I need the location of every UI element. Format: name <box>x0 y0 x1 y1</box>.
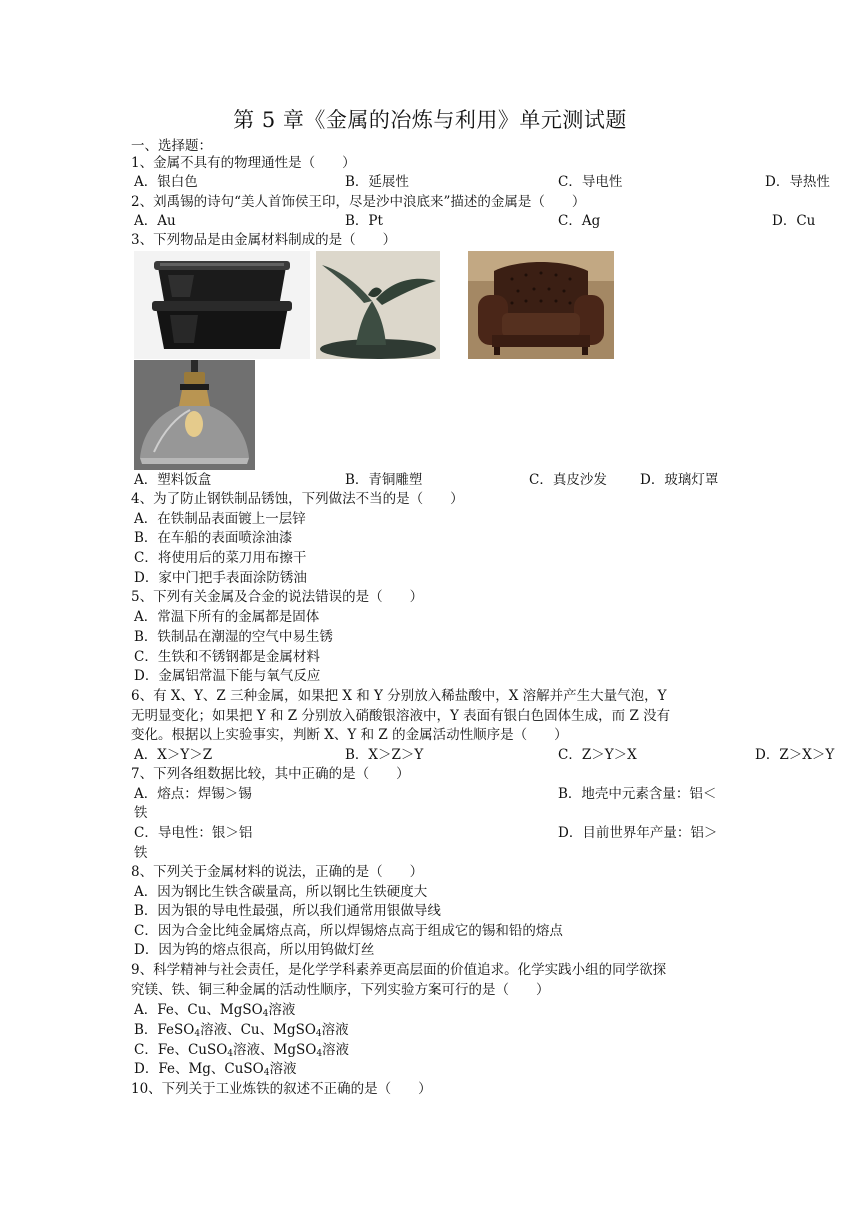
q3-option-b: B．青铜雕塑 <box>345 472 423 488</box>
question-8-stem: 8、下列关于金属材料的说法，正确的是（ ） <box>131 864 424 880</box>
q8-option-b: B．因为银的导电性最强，所以我们通常用银做导线 <box>134 903 441 919</box>
q9-option-b-part2: 溶液、Cu、MgSO <box>200 1022 316 1038</box>
q6-option-d: D．Z＞X＞Y <box>755 747 835 763</box>
q1-option-b: B．延展性 <box>345 174 409 190</box>
q5-option-d: D．金属铝常温下能与氧气反应 <box>134 668 321 684</box>
q4-option-d: D．家中门把手表面涂防锈油 <box>134 570 307 586</box>
subscript-4: 4 <box>227 1049 234 1059</box>
subscript-4: 4 <box>263 1068 270 1078</box>
subscript-4: 4 <box>316 1049 323 1059</box>
q3-option-c: C．真皮沙发 <box>529 472 607 488</box>
q5-option-a: A．常温下所有的金属都是固体 <box>134 609 320 625</box>
q9-option-d-part1: D．Fe、Mg、CuSO <box>134 1061 264 1077</box>
q9-option-c-part3: 溶液 <box>322 1042 350 1058</box>
q6-option-a: A．X＞Y＞Z <box>134 747 213 763</box>
question-7-stem: 7、下列各组数据比较，其中正确的是（ ） <box>131 766 410 782</box>
q9-option-a-part2: 溶液 <box>268 1002 296 1018</box>
q7-option-b-wrap: 铁 <box>134 805 148 821</box>
q9-option-b-part3: 溶液 <box>321 1022 349 1038</box>
question-6-stem-line3: 变化。根据以上实验事实，判断 X、Y 和 Z 的金属活动性顺序是（ ） <box>131 727 568 743</box>
q7-option-a: A．熔点：焊锡＞锡 <box>134 786 252 802</box>
q6-option-b: B．X＞Z＞Y <box>345 747 424 763</box>
question-9-stem-line1: 9、科学精神与社会责任，是化学学科素养更高层面的价值追求。化学实践小组的同学欲探 <box>131 962 667 978</box>
q4-option-b: B．在车船的表面喷涂油漆 <box>134 530 293 546</box>
q9-option-a-part1: A．Fe、Cu、MgSO <box>134 1002 263 1018</box>
subscript-4: 4 <box>262 1009 269 1019</box>
bronze-sculpture-image <box>316 251 440 359</box>
q7-option-d-wrap: 铁 <box>134 845 148 861</box>
q1-option-a: A．银白色 <box>134 174 198 190</box>
question-6-stem-line1: 6、有 X、Y、Z 三种金属，如果把 X 和 Y 分别放入稀盐酸中，X 溶解并产生大量气泡，Y <box>131 688 667 704</box>
q4-option-a: A．在铁制品表面镀上一层锌 <box>134 511 306 527</box>
q5-option-c: C．生铁和不锈钢都是金属材料 <box>134 649 320 665</box>
plastic-lunchbox-image <box>134 251 310 359</box>
q9-option-c-part2: 溶液、MgSO <box>233 1042 317 1058</box>
q2-option-a: A．Au <box>134 213 176 229</box>
question-4-stem: 4、为了防止钢铁制品锈蚀，下列做法不当的是（ ） <box>131 491 464 507</box>
q9-option-d-part2: 溶液 <box>269 1061 297 1077</box>
question-3-stem: 3、下列物品是由金属材料制成的是（ ） <box>131 232 397 248</box>
q8-option-a: A．因为钢比生铁含碳量高，所以钢比生铁硬度大 <box>134 884 428 900</box>
q2-option-c: C．Ag <box>558 213 601 229</box>
q8-option-c: C．因为合金比纯金属熔点高，所以焊锡熔点高于组成它的锡和铅的熔点 <box>134 923 563 939</box>
q5-option-b: B．铁制品在潮湿的空气中易生锈 <box>134 629 333 645</box>
subscript-4: 4 <box>194 1029 201 1039</box>
question-9-stem-line2: 究镁、铁、铜三种金属的活动性顺序，下列实验方案可行的是（ ） <box>131 982 550 998</box>
q7-option-b: B．地壳中元素含量：铝＜ <box>558 786 717 802</box>
question-2-stem: 2、刘禹锡的诗句“美人首饰侯王印，尽是沙中浪底来”描述的金属是（ ） <box>131 194 586 210</box>
question-1-stem: 1、金属不具有的物理通性是（ ） <box>131 155 356 171</box>
subscript-4: 4 <box>315 1029 322 1039</box>
q6-option-c: C．Z＞Y＞X <box>558 747 637 763</box>
question-6-stem-line2: 无明显变化；如果把 Y 和 Z 分别放入硝酸银溶液中，Y 表面有银白色固体生成，而 Z 没有 <box>131 708 671 724</box>
q7-option-d: D．目前世界年产量：铝＞ <box>558 825 718 841</box>
question-10-stem: 10、下列关于工业炼铁的叙述不正确的是（ ） <box>131 1081 432 1097</box>
q8-option-d: D．因为钨的熔点很高，所以用钨做灯丝 <box>134 942 375 958</box>
q9-option-b-part1: B．FeSO <box>134 1022 195 1038</box>
glass-lampshade-image <box>134 360 255 470</box>
q2-option-d: D．Cu <box>772 213 816 229</box>
q2-option-b: B．Pt <box>345 213 383 229</box>
q7-option-c: C．导电性：银＞铝 <box>134 825 253 841</box>
q1-option-c: C．导电性 <box>558 174 623 190</box>
section-heading: 一、选择题： <box>131 138 212 154</box>
leather-sofa-image <box>468 251 614 359</box>
page-title: 第 5 章《金属的冶炼与利用》单元测试题 <box>233 108 627 132</box>
q4-option-c: C．将使用后的菜刀用布擦干 <box>134 550 307 566</box>
q3-option-a: A．塑料饭盒 <box>134 472 212 488</box>
question-5-stem: 5、下列有关金属及合金的说法错误的是（ ） <box>131 589 424 605</box>
q3-option-d: D．玻璃灯罩 <box>640 472 719 488</box>
q9-option-c-part1: C．Fe、CuSO <box>134 1042 228 1058</box>
q1-option-d: D．导热性 <box>765 174 830 190</box>
